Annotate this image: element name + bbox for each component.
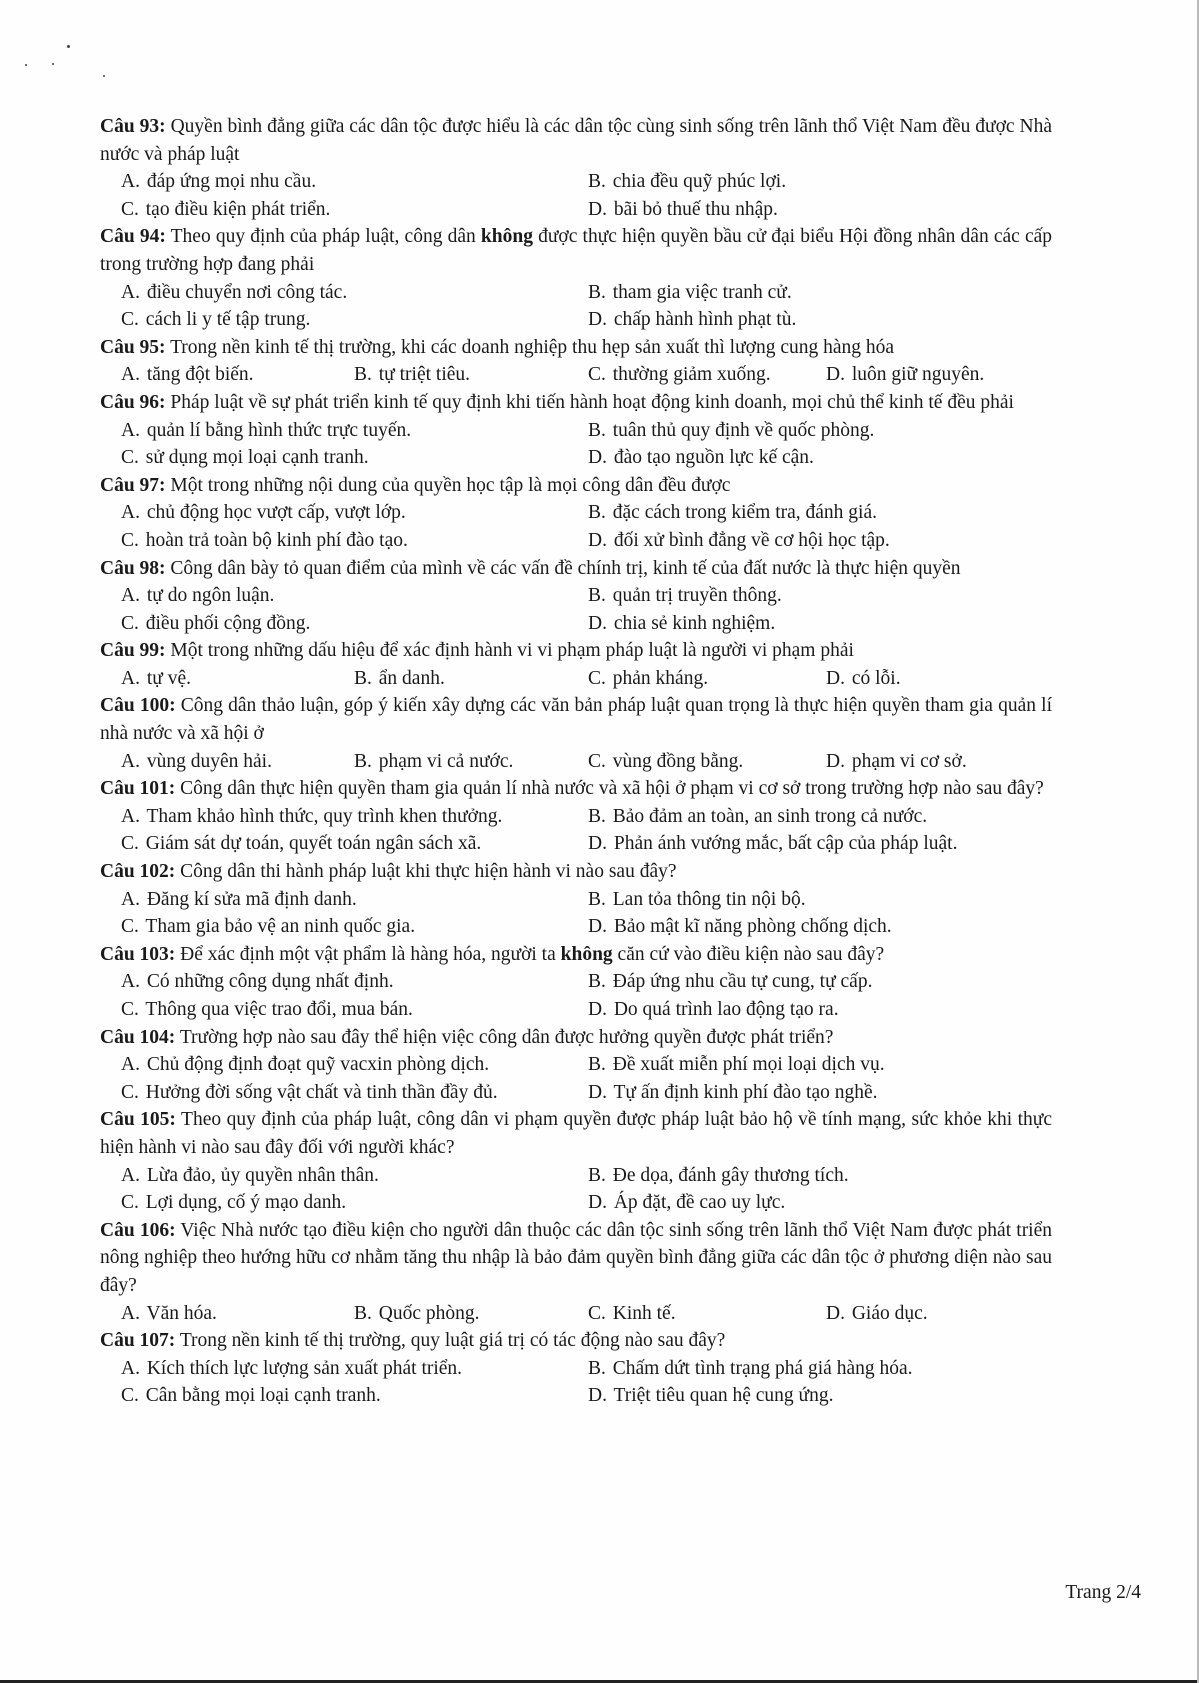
question-text: Một trong những dấu hiệu để xác định hành vi vi phạm pháp luật là người vi phạm phải — [170, 640, 854, 662]
option-label: C. — [121, 309, 139, 331]
option-label: B. — [354, 750, 372, 772]
option-label: D. — [588, 1081, 607, 1103]
option-label: C. — [121, 198, 139, 220]
question-number: Câu 94: — [100, 226, 166, 248]
question-text: Việc Nhà nước tạo điều kiện cho người dân thuộc các dân tộc sinh sống trên lãnh thổ Việt Nam được phát triển nông nghiệp theo hướng hữu cơ nhằm tăng thu nhập là bảo đảm quyền bình đẳng giữa các dân tộc ở phương diện nào sau đây? — [100, 1219, 1053, 1296]
option-label: A. — [121, 971, 140, 993]
option-text: sử dụng mọi loại cạnh tranh. — [145, 447, 369, 469]
answer-option-d — [567, 527, 1052, 555]
answer-options — [100, 499, 1052, 554]
option-label: C. — [121, 999, 139, 1020]
answer-option-a — [100, 168, 567, 196]
option-text: Chủ động định đoạt quỹ vacxin phòng dịch. — [146, 1054, 490, 1076]
answer-option-b — [567, 279, 1052, 307]
answer-option-c — [100, 610, 567, 638]
option-label: B. — [588, 888, 606, 910]
answer-option-a — [100, 1355, 567, 1383]
option-text: tham gia việc tranh cử. — [612, 281, 792, 303]
question-text: Công dân thảo luận, góp ý kiến xây dựng các văn bản pháp luật quan trọng là thực hiện quyền tham gia quản lí nhà nước và xã hội ở — [100, 695, 1052, 745]
answer-option-d — [567, 196, 1052, 224]
question-stem — [100, 1327, 1052, 1355]
option-text: Cân bằng mọi loại cạnh tranh. — [145, 1385, 381, 1407]
answer-option-b — [567, 1051, 1052, 1079]
option-text: Đáp ứng nhu cầu tự cung, tự cấp. — [612, 971, 873, 993]
option-text: đặc cách trong kiểm tra, đánh giá. — [612, 502, 877, 524]
option-label: D. — [588, 833, 607, 855]
answer-option-a — [100, 417, 567, 445]
option-label: B. — [588, 1054, 606, 1076]
option-label: B. — [588, 971, 606, 993]
option-text: Bảo mật kĩ năng phòng chống dịch. — [613, 916, 892, 938]
question-number: Câu 96: — [100, 391, 166, 413]
option-text: Giáo dục. — [851, 1302, 928, 1324]
question-text: Theo quy định của pháp luật, công dân vi phạm quyền được pháp luật bảo hộ về tính mạng, sức khỏe khi thực hiện hành vi nào sau đây đối với người khác? — [100, 1109, 1052, 1158]
answer-option-d — [805, 665, 1052, 693]
option-label: A. — [121, 1357, 140, 1379]
option-text: phạm vi cơ sở. — [851, 750, 967, 772]
question-block — [100, 555, 1052, 638]
answer-option-b — [567, 1162, 1052, 1190]
option-label: D. — [588, 916, 607, 938]
answer-option-c — [567, 1300, 805, 1328]
option-label: A. — [121, 805, 140, 827]
question-text: Để xác định một vật phẩm là hàng hóa, người ta — [180, 943, 561, 965]
option-text: quản lí bằng hình thức trực tuyến. — [146, 419, 412, 441]
option-text: tự vệ. — [146, 667, 191, 689]
option-label: B. — [588, 1164, 606, 1186]
answer-options — [100, 803, 1052, 858]
question-text: Một trong những nội dung của quyền học tập là mọi công dân đều được — [170, 474, 731, 496]
question-block — [100, 775, 1052, 858]
option-text: Tham gia bảo vệ an ninh quốc gia. — [145, 916, 416, 938]
option-label: B. — [588, 171, 606, 193]
answer-option-d — [567, 1079, 1052, 1107]
question-number: Câu 104: — [100, 1026, 176, 1048]
answer-options — [100, 748, 1052, 776]
answer-option-c — [100, 444, 567, 472]
answer-option-d — [567, 913, 1052, 941]
option-label: D. — [826, 364, 845, 386]
scan-speck — [52, 63, 54, 65]
question-text: Quyền bình đẳng giữa các dân tộc được hiểu là các dân tộc cùng sinh sống trên lãnh thổ Việt Nam đều được Nhà nước và pháp luật — [100, 116, 1053, 165]
question-stem — [100, 1106, 1052, 1161]
answer-option-b — [567, 582, 1052, 610]
question-stem — [100, 858, 1052, 886]
option-label: C. — [588, 1302, 606, 1324]
answer-option-c — [567, 361, 805, 389]
option-text: Chấm dứt tình trạng phá giá hàng hóa. — [612, 1357, 913, 1379]
question-text: căn cứ vào điều kiện nào sau đây? — [612, 943, 885, 965]
answer-option-b — [567, 417, 1052, 445]
question-number: Câu 101: — [100, 778, 176, 800]
answer-option-c — [567, 665, 805, 693]
question-number: Câu 100: — [100, 695, 176, 717]
question-stem — [100, 692, 1052, 747]
option-text: chấp hành hình phạt tù. — [613, 309, 797, 331]
option-label: D. — [588, 529, 607, 551]
answer-option-c — [100, 196, 567, 224]
question-block — [100, 637, 1052, 692]
question-text: Công dân thi hành pháp luật khi thực hiện hành vi nào sau đây? — [180, 861, 677, 883]
question-block — [100, 113, 1052, 223]
option-text: đáp ứng mọi nhu cầu. — [146, 171, 317, 193]
answer-option-d — [567, 610, 1052, 638]
answer-option-b — [567, 968, 1052, 996]
question-stem — [100, 389, 1052, 417]
option-label: B. — [588, 281, 606, 303]
option-text: vùng duyên hải. — [146, 750, 272, 772]
option-text: Hưởng đời sống vật chất và tinh thần đầy đủ. — [145, 1081, 498, 1103]
question-stem — [100, 637, 1052, 665]
answer-options — [100, 1300, 1052, 1328]
question-text: Công dân bày tỏ quan điểm của mình về các vấn đề chính trị, kinh tế của đất nước là thực hiện quyền — [170, 557, 961, 579]
answer-option-a — [100, 968, 567, 996]
option-text: Lan tỏa thông tin nội bộ. — [612, 888, 806, 910]
answer-option-a — [100, 499, 567, 527]
option-text: hoàn trả toàn bộ kinh phí đào tạo. — [145, 529, 408, 551]
option-label: B. — [588, 1357, 606, 1379]
question-number: Câu 97: — [100, 474, 166, 496]
question-number: Câu 103: — [100, 943, 176, 965]
option-text: Lừa đảo, ủy quyền nhân thân. — [146, 1164, 379, 1186]
answer-options — [100, 968, 1052, 1023]
option-text: vùng đồng bằng. — [612, 750, 744, 772]
option-text: phản kháng. — [612, 667, 709, 689]
answer-option-a — [100, 886, 567, 914]
option-label: D. — [826, 1302, 845, 1324]
option-label: C. — [588, 667, 606, 689]
question-stem — [100, 1024, 1052, 1052]
question-text: được thực hiện quyền bầu cử đại biểu Hội đồng nhân dân các cấp trong trường hợp đang phải — [100, 226, 1053, 275]
answer-option-c — [100, 1189, 567, 1217]
answer-option-a — [100, 748, 333, 776]
answer-option-a — [100, 1300, 333, 1328]
option-text: cách li y tế tập trung. — [145, 309, 311, 331]
question-number: Câu 93: — [100, 116, 166, 137]
option-label: A. — [121, 888, 140, 910]
option-text: Tham khảo hình thức, quy trình khen thưởng. — [146, 805, 503, 827]
question-block — [100, 1106, 1052, 1216]
option-text: Bảo đảm an toàn, an sinh trong cả nước. — [612, 805, 928, 827]
answer-option-d — [567, 306, 1052, 334]
option-text: quản trị truyền thông. — [612, 585, 782, 607]
question-block — [100, 692, 1052, 775]
answer-option-d — [567, 1189, 1052, 1217]
answer-option-b — [333, 1300, 567, 1328]
emphasis-keyword: không — [480, 226, 533, 248]
option-label: C. — [121, 1192, 139, 1214]
answer-option-c — [567, 748, 805, 776]
option-label: B. — [588, 419, 606, 441]
option-label: C. — [121, 1081, 139, 1103]
option-label: C. — [121, 612, 139, 634]
question-stem — [100, 113, 1052, 168]
option-text: Phản ánh vướng mắc, bất cập của pháp luật. — [613, 833, 958, 855]
option-text: Lợi dụng, cố ý mạo danh. — [145, 1192, 347, 1214]
option-text: điều chuyển nơi công tác. — [146, 281, 348, 303]
question-number: Câu 95: — [100, 336, 166, 358]
answer-option-c — [100, 1079, 567, 1107]
question-number: Câu 107: — [100, 1330, 176, 1352]
question-stem — [100, 1217, 1052, 1300]
answer-option-b — [567, 886, 1052, 914]
option-text: chia sẻ kinh nghiệm. — [613, 612, 776, 634]
answer-option-c — [100, 306, 567, 334]
question-text: Trong nền kinh tế thị trường, quy luật giá trị có tác động nào sau đây? — [179, 1330, 726, 1352]
option-label: B. — [354, 667, 372, 689]
option-label: A. — [121, 281, 140, 303]
answer-option-d — [805, 361, 1052, 389]
answer-option-b — [567, 803, 1052, 831]
question-stem — [100, 223, 1052, 278]
option-label: D. — [588, 1385, 607, 1407]
option-text: đối xử bình đẳng về cơ hội học tập. — [613, 529, 890, 551]
answer-options — [100, 582, 1052, 637]
option-label: D. — [588, 447, 607, 469]
option-text: tăng đột biến. — [146, 364, 254, 386]
question-number: Câu 105: — [100, 1109, 176, 1131]
option-label: C. — [121, 1385, 139, 1407]
question-stem — [100, 555, 1052, 583]
answer-option-b — [333, 748, 567, 776]
option-text: ẩn danh. — [378, 667, 445, 689]
option-label: A. — [121, 419, 140, 441]
question-number: Câu 102: — [100, 861, 176, 883]
option-label: D. — [588, 198, 607, 220]
option-label: A. — [121, 1164, 140, 1186]
option-text: Tự ấn định kinh phí đào tạo nghề. — [613, 1081, 878, 1103]
option-text: Giám sát dự toán, quyết toán ngân sách xã. — [145, 833, 482, 855]
option-text: điều phối cộng đồng. — [145, 612, 311, 634]
option-label: C. — [588, 750, 606, 772]
question-number: Câu 99: — [100, 640, 166, 662]
question-stem — [100, 472, 1052, 500]
answer-option-d — [567, 444, 1052, 472]
question-block — [100, 1327, 1052, 1410]
option-label: B. — [588, 502, 606, 524]
option-label: D. — [826, 667, 845, 689]
answer-option-b — [333, 361, 567, 389]
option-label: B. — [354, 364, 372, 386]
answer-option-c — [100, 1382, 567, 1410]
option-text: Kinh tế. — [612, 1302, 676, 1324]
answer-option-b — [567, 168, 1052, 196]
answer-option-d — [567, 1382, 1052, 1410]
option-text: Đăng kí sửa mã định danh. — [146, 888, 357, 910]
option-text: chủ động học vượt cấp, vượt lớp. — [146, 502, 406, 524]
question-block — [100, 941, 1052, 1024]
option-text: Đe dọa, đánh gây thương tích. — [612, 1164, 849, 1186]
scan-speck — [67, 45, 70, 48]
question-number: Câu 106: — [100, 1219, 176, 1241]
answer-option-d — [805, 748, 1052, 776]
answer-option-b — [567, 499, 1052, 527]
answer-option-c — [100, 830, 567, 858]
option-label: B. — [354, 1302, 372, 1324]
answer-option-a — [100, 803, 567, 831]
answer-options — [100, 417, 1052, 472]
question-block — [100, 472, 1052, 555]
scan-speck — [103, 75, 105, 77]
option-text: Triệt tiêu quan hệ cung ứng. — [613, 1385, 834, 1407]
answer-option-b — [333, 665, 567, 693]
option-text: Đề xuất miễn phí mọi loại dịch vụ. — [612, 1054, 885, 1076]
question-stem — [100, 941, 1052, 969]
option-label: C. — [588, 364, 606, 386]
answer-options — [100, 665, 1052, 693]
option-text: thường giảm xuống. — [612, 364, 771, 386]
answer-options — [100, 1355, 1052, 1410]
option-label: B. — [588, 585, 606, 607]
emphasis-keyword: không — [560, 943, 613, 965]
option-text: Văn hóa. — [146, 1302, 217, 1324]
answer-option-b — [567, 1355, 1052, 1383]
question-block — [100, 1024, 1052, 1107]
question-stem — [100, 775, 1052, 803]
option-text: chia đều quỹ phúc lợi. — [612, 171, 787, 193]
question-block — [100, 334, 1052, 389]
option-label: D. — [826, 750, 845, 772]
question-text: Theo quy định của pháp luật, công dân — [170, 226, 481, 248]
option-label: D. — [588, 999, 607, 1020]
question-block — [100, 223, 1052, 333]
option-text: đào tạo nguồn lực kế cận. — [613, 447, 814, 469]
question-number: Câu 98: — [100, 557, 166, 579]
question-text: Công dân thực hiện quyền tham gia quản lí nhà nước và xã hội ở phạm vi cơ sở trong trường hợp nào sau đây? — [180, 778, 1044, 800]
answer-option-c — [100, 913, 567, 941]
answer-options — [100, 1051, 1052, 1106]
option-label: D. — [588, 309, 607, 331]
answer-options — [100, 361, 1052, 389]
option-label: A. — [121, 171, 140, 193]
page-number: Trang 2/4 — [1065, 1582, 1141, 1603]
option-text: Kích thích lực lượng sản xuất phát triển. — [146, 1357, 463, 1379]
option-label: C. — [121, 916, 139, 938]
option-label: A. — [121, 1302, 140, 1324]
option-label: C. — [121, 833, 139, 855]
answer-option-c — [100, 996, 567, 1024]
option-text: bãi bỏ thuế thu nhập. — [613, 198, 778, 220]
answer-option-a — [100, 1162, 567, 1190]
option-text: phạm vi cả nước. — [378, 750, 514, 772]
option-label: A. — [121, 585, 140, 607]
question-block — [100, 389, 1052, 472]
option-text: Có những công dụng nhất định. — [146, 971, 394, 993]
answer-options — [100, 279, 1052, 334]
question-block — [100, 1217, 1052, 1327]
answer-option-d — [567, 830, 1052, 858]
option-label: A. — [121, 502, 140, 524]
answer-option-c — [100, 527, 567, 555]
option-text: tạo điều kiện phát triển. — [145, 198, 331, 220]
option-label: A. — [121, 667, 140, 689]
option-label: A. — [121, 364, 140, 386]
option-label: A. — [121, 1054, 140, 1076]
option-label: C. — [121, 447, 139, 469]
answer-options — [100, 1162, 1052, 1217]
question-text: Trong nền kinh tế thị trường, khi các doanh nghiệp thu hẹp sản xuất thì lượng cung hàng hóa — [170, 336, 895, 358]
option-text: luôn giữ nguyên. — [851, 364, 985, 386]
option-label: C. — [121, 529, 139, 551]
question-list — [100, 113, 1052, 1410]
answer-option-a — [100, 279, 567, 307]
answer-option-a — [100, 361, 333, 389]
option-text: Quốc phòng. — [378, 1302, 480, 1324]
option-label: D. — [588, 612, 607, 634]
option-label: D. — [588, 1192, 607, 1214]
option-text: tự triệt tiêu. — [378, 364, 471, 386]
scan-speck — [25, 64, 27, 66]
answer-option-a — [100, 1051, 567, 1079]
question-text: Trường hợp nào sau đây thể hiện việc công dân được hưởng quyền được phát triển? — [179, 1026, 834, 1048]
question-stem — [100, 334, 1052, 362]
option-text: có lỗi. — [851, 667, 901, 689]
option-text: tự do ngôn luận. — [146, 585, 275, 607]
question-block — [100, 858, 1052, 941]
answer-options — [100, 168, 1052, 223]
answer-option-a — [100, 665, 333, 693]
option-text: Thông qua việc trao đổi, mua bán. — [145, 999, 413, 1020]
answer-option-a — [100, 582, 567, 610]
option-text: tuân thủ quy định về quốc phòng. — [612, 419, 875, 441]
question-text: Pháp luật về sự phát triển kinh tế quy định khi tiến hành hoạt động kinh doanh, mọi chủ thể kinh tế đều phải — [170, 391, 1014, 413]
answer-options — [100, 886, 1052, 941]
option-label: B. — [588, 805, 606, 827]
answer-option-d — [805, 1300, 1052, 1328]
option-text: Áp đặt, đề cao uy lực. — [613, 1192, 786, 1214]
option-text: Do quá trình lao động tạo ra. — [613, 999, 839, 1020]
option-label: A. — [121, 750, 140, 772]
answer-option-d — [567, 996, 1052, 1024]
